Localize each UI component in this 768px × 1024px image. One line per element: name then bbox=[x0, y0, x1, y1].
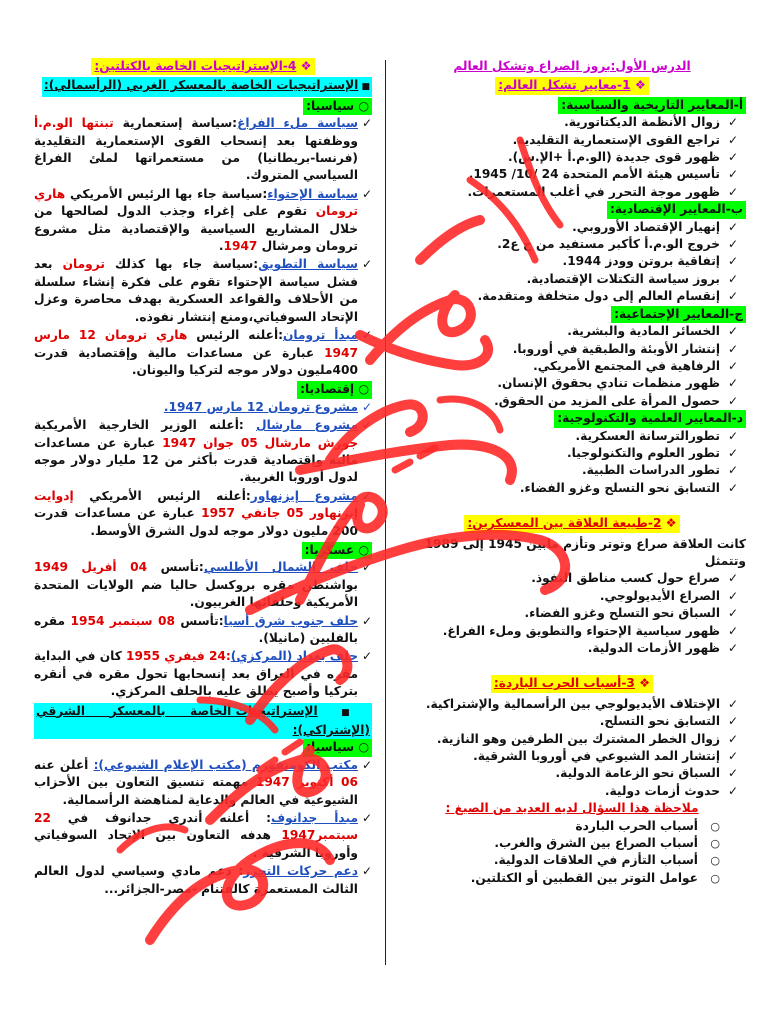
criteria-b-list bbox=[398, 219, 746, 306]
military-item-baghdad: ✓ حلف بغداد (المركزي):24 فيفري 1955 كان في البداية مقره في العراق بعد إنسحابها تحول مقره في أنقره بتركيا وأصبح يطلق عليه بالحلف المركزي. bbox=[34, 649, 372, 699]
section-3-item: ✓ حدوث أزمات دولية. bbox=[398, 783, 720, 800]
criteria-d-item: ✓ تطور العلوم والتكنولوجيا. bbox=[398, 445, 720, 462]
criteria-a-item: ✓ ظهور موجة التحرر في أغلب المستعمرات. bbox=[398, 184, 720, 201]
check-icon: ✓ bbox=[361, 116, 372, 131]
criteria-b-item: ✓ بروز سياسة التكتلات الإقتصادية. bbox=[398, 271, 720, 288]
criteria-d-item: ✓ تطور الدراسات الطبية. bbox=[398, 462, 720, 479]
criteria-d-item: ✓ التسابق نحو التسلح وغزو الفضاء. bbox=[398, 480, 720, 497]
east-title: ■ الإستراتيجيات الخاصة بالمعسكر الشرقي (الإشتراكي): bbox=[34, 703, 372, 740]
criteria-c-list bbox=[398, 323, 746, 410]
criteria-d-item: ✓ تطورالترسانة العسكرية. bbox=[398, 428, 720, 445]
note-item: ○ أسباب التأزم في العلاقات الدولية. bbox=[398, 852, 698, 869]
west-item-containment: ✓ سياسة الإحتواء:سياسة جاء بها الرئيس الأمريكي هاري ترومان تقوم على إغراء وجذب الدول لصالحها من خلال المشاريع السياسية والإقتصادية مثل مشروع ترومان ومرشال 1947. bbox=[34, 186, 372, 254]
check-icon: ✓ bbox=[361, 757, 372, 772]
note-text: ملاحظة هذا السؤال لديه العديد من الصيغ : bbox=[445, 801, 699, 816]
criteria-b-title: ب-المعايير الإقتصادية: bbox=[607, 201, 746, 218]
section-3-item: ✓ السباق نحو الزعامة الدولية. bbox=[398, 765, 720, 782]
right-column bbox=[398, 58, 746, 887]
column-divider bbox=[385, 60, 386, 965]
east-item-cominform: ✓ مكتب الكومنفورم (مكتب الإعلام الشيوعي): أعلن عنه 06 أكتوبر 1947 مهمته تنسيق التعاون بين الأحزاب الشيوعية في العالم والدعاية لمناهضة الرأسمالية. bbox=[34, 757, 372, 807]
section-2-item: ✓ السباق نحو التسلح وغزو الفضاء. bbox=[398, 605, 720, 622]
note-list bbox=[398, 818, 746, 888]
criteria-a-list bbox=[398, 114, 746, 201]
section-2-list bbox=[398, 570, 746, 657]
check-icon: ✓ bbox=[361, 399, 372, 414]
criteria-b-item: ✓ إتفاقية بروتن وودز 1944. bbox=[398, 253, 720, 270]
section-2-item: ✓ ظهور الأزمات الدولية. bbox=[398, 640, 720, 657]
econ-item-marshall: ✓ مشروع مارشال :أعلنه الوزير الخارجية الأمريكية جورش مارشال 05 جوان 1947 عبارة عن مساعدات مالية وإقتصادية قدرت بأكثر من 12 مليار دولار موجه لدول أوروبا الغربية. bbox=[34, 418, 372, 485]
west-political-title: ○ سياسيا: bbox=[303, 98, 372, 115]
section-3-item: ✓ زوال الخطر المشترك بين الطرفين وهو النازية. bbox=[398, 731, 720, 748]
west-item-vacuum: ✓ سياسة ملء الفراغ:سياسة إستعمارية تبنتها الو.م.أ ووظفتها بعد إنسحاب القوى الإستعمارية التقليدية (فرنسا-بريطانيا) من مستعمراتها لملئ الفراغ السياسي المتروك. bbox=[34, 116, 372, 183]
square-bullet-icon: ■ bbox=[317, 707, 370, 718]
check-icon: ✓ bbox=[361, 864, 372, 879]
check-icon: ✓ bbox=[361, 613, 372, 628]
square-bullet-icon: ■ bbox=[358, 82, 370, 93]
criteria-c-item: ✓ إنتشار الأوبئة والطبقية في أوروبا. bbox=[398, 341, 720, 358]
criteria-a-item: ✓ تأسيس هيئة الأمم المتحدة 24 /10/ 1945. bbox=[398, 166, 720, 183]
note-item: ○ أسباب الحرب الباردة bbox=[398, 818, 698, 835]
section-2-title: ❖ 2-طبيعة العلاقة بين المعسكرين: bbox=[464, 515, 679, 532]
criteria-a-title: أ-المعايير التاريخية والسياسية: bbox=[558, 97, 746, 114]
diamond-icon: ❖ bbox=[296, 59, 312, 73]
section-4-title: ❖ 4-الإستراتيجيات الخاصة بالكتلتين: bbox=[91, 58, 314, 75]
west-title: ■ الإستراتيجيات الخاصة بالمعسكر الغربي (الرأسمالي): bbox=[42, 77, 372, 96]
section-1-title: ❖ 1-معايير تشكل العالم: bbox=[495, 77, 649, 94]
diamond-icon: ❖ bbox=[634, 676, 651, 691]
west-military-title: ○ عسكريا: bbox=[302, 542, 372, 559]
section-2-intro: كانت العلاقة صراع وتوتر وتأزم مابين 1945 إلى 1989 وتتمثل bbox=[424, 536, 746, 568]
section-3-item: ✓ الإختلاف الأيديولوجي بين الرأسمالية والإشتراكية. bbox=[398, 696, 720, 713]
criteria-c-title: ج-المعايير الإجتماعية: bbox=[611, 306, 746, 323]
diamond-icon: ❖ bbox=[661, 516, 677, 531]
west-item-encirclement: ✓ سياسة التطويق:سياسة جاء بها كذلك ترومان بعد فشل سياسة الإحتواء تقوم على فكرة إنشاء سلسلة من الأحلاف والقواعد العسكرية بهدف محاصرة وعزل الإتحاد السوفياتي،ومنع إنتشار نفوذه. bbox=[34, 257, 372, 324]
check-icon: ✓ bbox=[361, 186, 372, 201]
left-column bbox=[34, 58, 372, 899]
criteria-a-item: ✓ تراجع القوى الإستعمارية التقليدية. bbox=[398, 132, 720, 149]
check-icon: ✓ bbox=[361, 560, 372, 575]
east-political-title: ○ سياسيا: bbox=[303, 739, 372, 756]
criteria-d-list bbox=[398, 428, 746, 498]
section-3-item: ✓ التسابق نحو التسلح. bbox=[398, 713, 720, 730]
section-3-title: ❖ 3-أسباب الحرب الباردة: bbox=[491, 675, 653, 692]
criteria-b-item: ✓ إنهيار الإقتصاد الأوروبي. bbox=[398, 219, 720, 236]
section-2-item: ✓ الصراع الأيديولوجي. bbox=[398, 588, 720, 605]
check-icon: ✓ bbox=[361, 328, 372, 343]
check-icon: ✓ bbox=[361, 257, 372, 272]
military-item-seato: ✓ حلف جنوب شرق أسيا:تأسس 08 سبتمبر 1954 مقره بالفلبين (مانيلا). bbox=[34, 613, 372, 645]
check-icon: ✓ bbox=[361, 488, 372, 503]
section-3-item: ✓ إنتشار المد الشيوعي في أوروبا الشرقية. bbox=[398, 748, 720, 765]
criteria-d-title: د-المعايير العلمية والتكنولوجية: bbox=[554, 410, 746, 427]
criteria-a-item: ✓ زوال الأنظمة الديكتاتورية. bbox=[398, 114, 720, 131]
west-item-truman: ✓ مبدأ ترومان:أعلنه الرئيس هاري ترومان 12 مارس 1947 عبارة عن مساعدات مالية وإقتصادية قدرت 400مليون دولار موجه لتركيا واليونان. bbox=[34, 328, 372, 377]
criteria-b-item: ✓ خروج الو.م.أ كأكبر مستفيد من ح ع2. bbox=[398, 236, 720, 253]
criteria-c-item: ✓ الرفاهية في المجتمع الأمريكي. bbox=[398, 358, 720, 375]
econ-item-eisenhower: ✓ مشروع إيزنهاور:أعلنه الرئيس الأمريكي إدوايت إيزنهاور 05 جانفي 1957 عبارة عن مساعدات قدرت 200 مليون دولار موجه لدول الشرق الأوسط. bbox=[34, 488, 372, 538]
econ-item-truman: ✓ مشروع ترومان 12 مارس 1947. bbox=[34, 399, 372, 416]
criteria-c-item: ✓ الخسائر المادية والبشرية. bbox=[398, 323, 720, 340]
section-3-list bbox=[398, 696, 746, 800]
military-item-nato: ✓ حلف الشمال الأطلسي:تأسس 04 أفريل 1949 بواشنطن مقره بروكسل حاليا ضم الولايات المتحدة الأمريكية وحلفائها الغربيون. bbox=[34, 560, 372, 610]
east-item-liberation: ✓ دعم حركات التحرر: دعم مادي وسياسي لدول العالم الثالث المستعمرة كالفتنام -مصر-الجزائر... bbox=[34, 864, 372, 896]
lesson-title: الدرس الأول:بروز الصراع وتشكل العالم bbox=[453, 59, 691, 73]
check-icon: ✓ bbox=[361, 811, 372, 826]
diamond-icon: ❖ bbox=[630, 78, 646, 93]
east-item-zhdanov: ✓ مبدأ جدانوف: أعلنه أندري جدانوف في 22 سبتمبر1947 هدفه التعاون بين الإتحاد السوفياتي وأوروبا الشرقية . bbox=[34, 811, 372, 860]
circle-bullet-icon: ○ bbox=[354, 542, 369, 557]
section-2-item: ✓ ظهور سياسية الإحتواء والتطويق وملء الفراغ. bbox=[398, 623, 720, 640]
circle-bullet-icon: ○ bbox=[354, 98, 369, 113]
west-economic-title: ○ إقتصاديا: bbox=[297, 381, 372, 398]
circle-bullet-icon: ○ bbox=[354, 740, 369, 755]
criteria-a-item: ✓ ظهور قوى جديدة (الو.م.أ +الإ.س). bbox=[398, 149, 720, 166]
criteria-c-item: ✓ حصول المرأة على المزيد من الحقوق. bbox=[398, 393, 720, 410]
criteria-b-item: ✓ إنقسام العالم إلى دول متخلفة ومتقدمة. bbox=[398, 288, 720, 305]
note-item: ○ عوامل التوتر بين القطبين أو الكتلتين. bbox=[398, 870, 698, 887]
note-item: ○ أسباب الصراع بين الشرق والغرب. bbox=[398, 835, 698, 852]
criteria-c-item: ✓ ظهور منظمات تنادي بحقوق الإنسان. bbox=[398, 375, 720, 392]
check-icon: ✓ bbox=[361, 649, 372, 664]
circle-bullet-icon: ○ bbox=[354, 382, 369, 397]
check-icon: ✓ bbox=[361, 418, 372, 433]
section-2-item: ✓ صراع حول كسب مناطق النفوذ. bbox=[398, 570, 720, 587]
